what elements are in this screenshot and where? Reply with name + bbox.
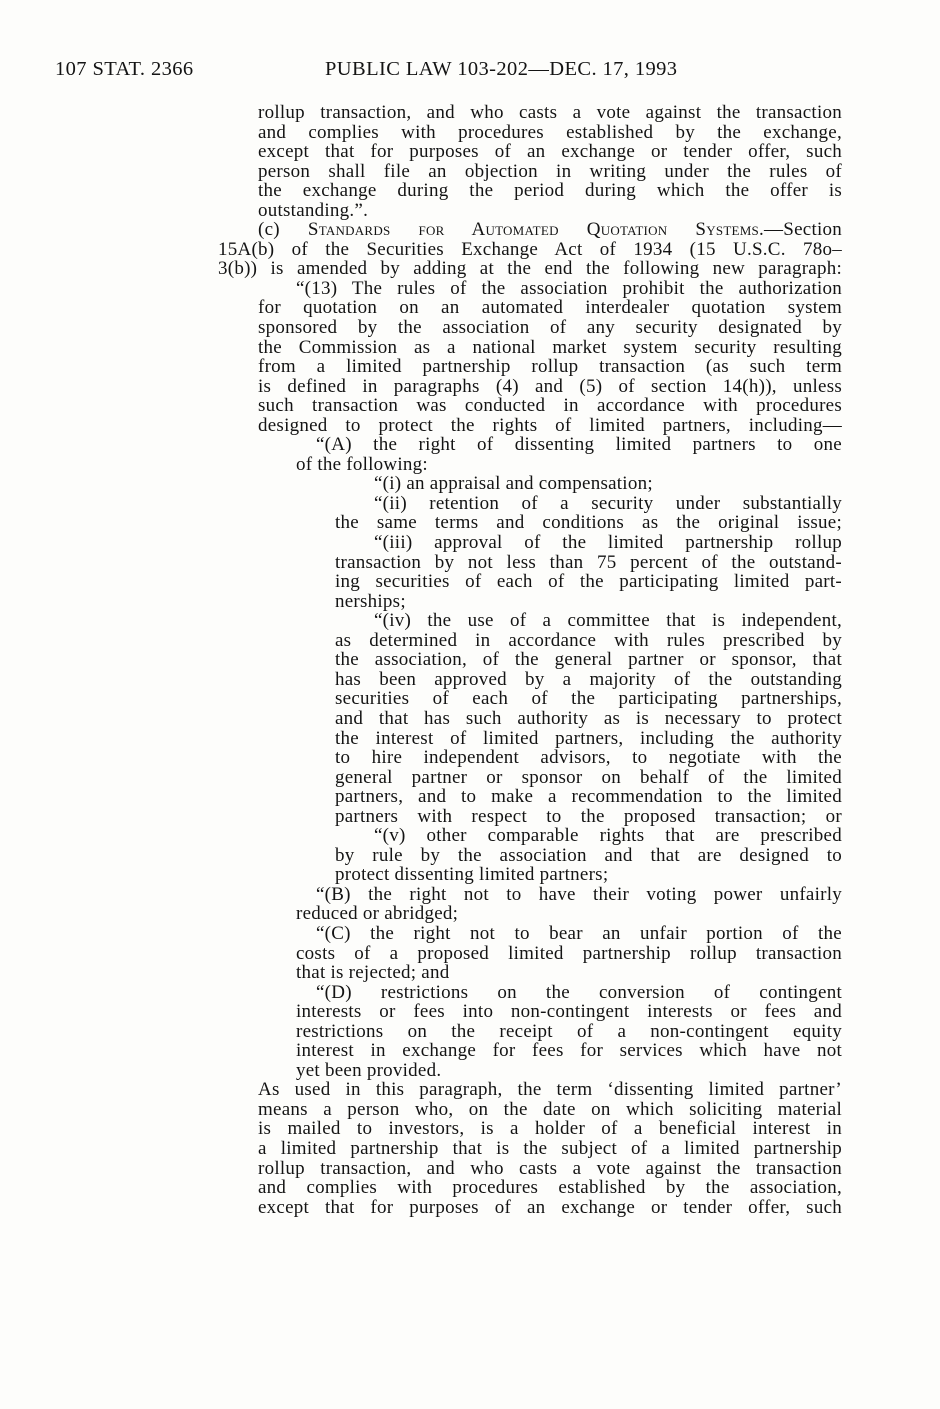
text-line: for quotation on an automated interdealer quotation system bbox=[258, 298, 842, 319]
text-line: partners with respect to the proposed transaction; or bbox=[335, 806, 842, 827]
text-line: of the following: bbox=[296, 454, 428, 475]
text-line: transaction by not less than 75 percent of the outstand- bbox=[335, 552, 842, 573]
text-line: “(v) other comparable rights that are prescribed bbox=[374, 826, 842, 846]
text-line: partners, and to make a recommendation to the limited bbox=[335, 787, 842, 807]
text-line bbox=[0, 220, 940, 240]
text-line: “(iii) approval of the limited partnership rollup bbox=[374, 533, 842, 553]
text-line: 3(b)) is amended by adding at the end the following new paragraph: bbox=[218, 259, 842, 279]
text-line: except that for purposes of an exchange or tender offer, such bbox=[258, 142, 842, 162]
text-fragment: —Section bbox=[764, 220, 843, 240]
text-line: the same terms and conditions as the original issue; bbox=[335, 513, 842, 534]
paragraph-definition bbox=[0, 1080, 940, 1217]
running-head-title: PUBLIC LAW 103-202—DEC. 17, 1993 bbox=[325, 58, 678, 80]
text-line: person shall file an objection in writing under the rules of bbox=[258, 161, 842, 182]
subsection-heading: Standards for Automated Quotation Systems. bbox=[307, 220, 765, 240]
text-line: outstanding.”. bbox=[258, 200, 369, 221]
text-line: from a limited partnership rollup transaction (as such term bbox=[258, 357, 842, 377]
subparagraph-a bbox=[0, 435, 940, 474]
subparagraph-d bbox=[0, 983, 940, 1081]
text-line: and that has such authority as is necessary to protect bbox=[335, 708, 842, 729]
text-line: yet been provided. bbox=[296, 1060, 442, 1081]
text-line: 15A(b) of the Securities Exchange Act of 1934 (15 U.S.C. 78o– bbox=[218, 239, 842, 260]
subparagraph-b bbox=[0, 885, 940, 924]
text-line: and complies with procedures established by the exchange, bbox=[258, 122, 842, 143]
text-line: that is rejected; and bbox=[296, 963, 450, 983]
text-line: rollup transaction, and who casts a vote against the transaction bbox=[258, 1158, 842, 1179]
text-line: interests or fees into non-contingent interests or fees and bbox=[296, 1002, 842, 1022]
text-line: “(C) the right not to bear an unfair portion of the bbox=[316, 923, 842, 944]
text-line: “(ii) retention of a security under substantially bbox=[374, 493, 842, 514]
text-line: ing securities of each of the participating limited part- bbox=[335, 572, 842, 592]
text-line: protect dissenting limited partners; bbox=[335, 865, 609, 885]
text-line: and complies with procedures established by the association, bbox=[258, 1178, 842, 1198]
text-line: restrictions on the receipt of a non-contingent equity bbox=[296, 1021, 842, 1042]
subsection-label: (c) bbox=[258, 220, 308, 240]
text-line: “(13) The rules of the association prohibit the authorization bbox=[296, 278, 842, 299]
text-line: is mailed to investors, is a holder of a beneficial interest in bbox=[258, 1119, 842, 1139]
page-stat-citation: 107 STAT. 2366 bbox=[55, 58, 194, 80]
text-line: sponsored by the association of any security designated by bbox=[258, 318, 842, 338]
text-line: except that for purposes of an exchange or tender offer, such bbox=[258, 1197, 842, 1218]
text-line: As used in this paragraph, the term ‘dissenting limited partner’ bbox=[258, 1080, 842, 1100]
text-line: general partner or sponsor on behalf of the limited bbox=[335, 767, 842, 788]
clause-i bbox=[0, 474, 940, 494]
text-line: by rule by the association and that are designed to bbox=[335, 845, 842, 866]
text-line: means a person who, on the date on which soliciting material bbox=[258, 1099, 842, 1120]
text-line: reduced or abridged; bbox=[296, 904, 459, 924]
clause-iii bbox=[0, 533, 940, 611]
text-line: such transaction was conducted in accordance with procedures bbox=[258, 396, 842, 416]
text-line: “(iv) the use of a committee that is independent, bbox=[374, 611, 842, 631]
text-line: the association, of the general partner or sponsor, that bbox=[335, 650, 842, 670]
text-line: a limited partnership that is the subject of a limited partnership bbox=[258, 1138, 842, 1159]
text-line: is defined in paragraphs (4) and (5) of section 14(h)), unless bbox=[258, 376, 842, 397]
text-line: designed to protect the rights of limited partners, including— bbox=[258, 415, 842, 436]
text-line: the exchange during the period during which the offer is bbox=[258, 181, 842, 201]
text-line: costs of a proposed limited partnership rollup transaction bbox=[296, 943, 842, 964]
text-line: securities of each of the participating partnerships, bbox=[335, 689, 842, 709]
text-line: as determined in accordance with rules prescribed by bbox=[335, 630, 842, 651]
clause-ii bbox=[0, 494, 940, 533]
text-line: “(B) the right not to have their voting power unfairly bbox=[316, 884, 842, 905]
clause-iv bbox=[0, 611, 940, 826]
text-line: to hire independent advisors, to negotiate with the bbox=[335, 748, 842, 768]
text-line: nerships; bbox=[335, 591, 406, 612]
text-line: interest in exchange for fees for services which have not bbox=[296, 1041, 842, 1061]
paragraph-13 bbox=[0, 279, 940, 435]
text-line: “(A) the right of dissenting limited partners to one bbox=[316, 435, 842, 455]
text-line: “(i) an appraisal and compensation; bbox=[374, 474, 653, 494]
paragraph-c bbox=[0, 220, 940, 279]
text-line: rollup transaction, and who casts a vote against the transaction bbox=[258, 103, 842, 123]
paragraph-continuation bbox=[0, 103, 940, 220]
text-line: has been approved by a majority of the outstanding bbox=[335, 669, 842, 690]
subparagraph-c bbox=[0, 924, 940, 983]
document-body bbox=[0, 103, 940, 1217]
text-line: the Commission as a national market system security resulting bbox=[258, 337, 842, 358]
text-line: the interest of limited partners, including the authority bbox=[335, 728, 842, 749]
text-line: “(D) restrictions on the conversion of contingent bbox=[316, 982, 842, 1003]
clause-v bbox=[0, 826, 940, 885]
